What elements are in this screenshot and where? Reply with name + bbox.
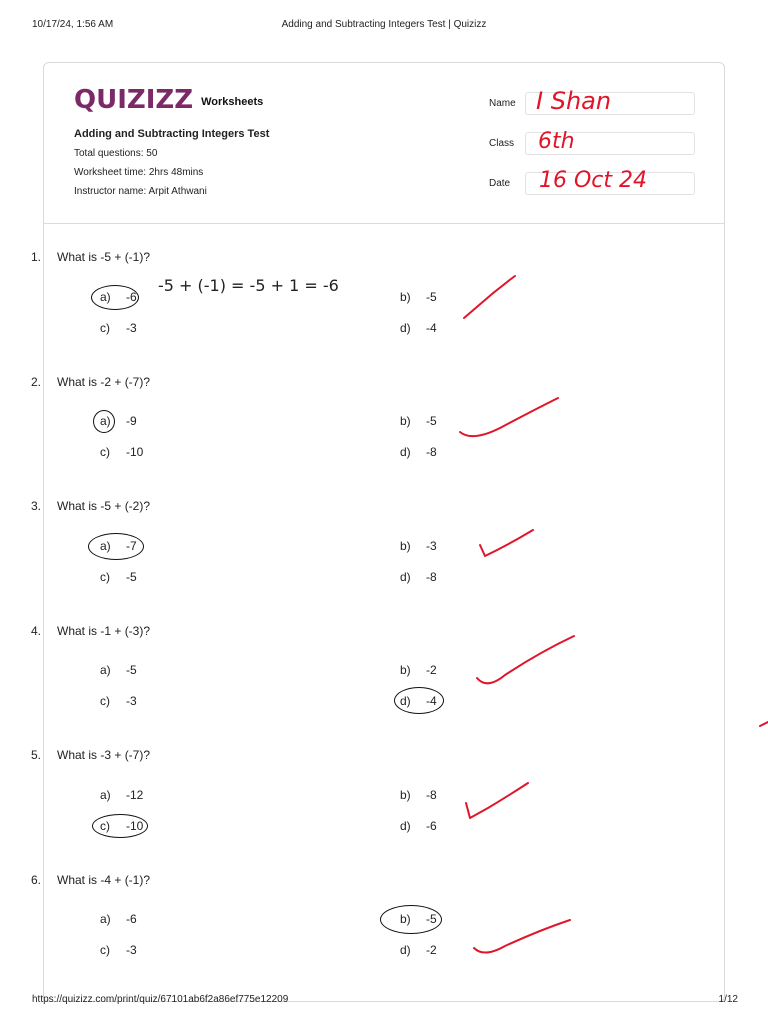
- total-questions: Total questions: 50: [74, 148, 158, 159]
- check-mark-icon: [464, 276, 515, 318]
- brand-tag: Worksheets: [201, 96, 264, 108]
- option-letter: b): [400, 290, 411, 304]
- option-letter: b): [400, 414, 411, 428]
- option-value: -8: [426, 570, 437, 584]
- check-mark-icon: [480, 530, 533, 556]
- question-text: What is -5 + (-1)?: [57, 250, 151, 264]
- option-value: -4: [426, 694, 437, 708]
- worksheet-time: Worksheet time: 2hrs 48mins: [74, 167, 204, 178]
- option-letter: b): [400, 788, 411, 802]
- date-handwriting: 16 Oct 24: [539, 168, 648, 193]
- option-letter: d): [400, 321, 411, 335]
- worksheet-title: Adding and Subtracting Integers Test: [74, 128, 270, 140]
- option-letter: b): [400, 912, 411, 926]
- option-value: -7: [126, 539, 137, 553]
- question-number: 2.: [31, 375, 42, 389]
- date-label: Date: [489, 178, 511, 189]
- option-value: -5: [126, 570, 137, 584]
- option-value: -8: [426, 445, 437, 459]
- handwritten-work: -5 + (-1) = -5 + 1 = -6: [158, 276, 339, 295]
- option-value: -5: [426, 290, 437, 304]
- option-value: -6: [126, 912, 137, 926]
- question-number: 3.: [31, 499, 42, 513]
- print-url: https://quizizz.com/print/quiz/67101ab6f2a86ef775e12209: [32, 994, 289, 1005]
- check-mark-icon: [466, 783, 528, 818]
- option-value: -3: [126, 943, 137, 957]
- question-number: 4.: [31, 624, 42, 638]
- option-value: -3: [126, 694, 137, 708]
- option-letter: c): [100, 570, 110, 584]
- option-value: -12: [126, 788, 144, 802]
- option-letter: a): [100, 788, 111, 802]
- option-letter: c): [100, 943, 110, 957]
- option-value: -6: [126, 290, 137, 304]
- question-number: 6.: [31, 873, 42, 887]
- brand-name: QUIZIZZ: [74, 85, 194, 115]
- name-label: Name: [489, 98, 516, 109]
- question-text: What is -5 + (-2)?: [57, 499, 151, 513]
- check-mark-icon: [477, 636, 574, 683]
- option-value: -4: [426, 321, 437, 335]
- question-text: What is -1 + (-3)?: [57, 624, 151, 638]
- page-number: 1/12: [718, 994, 738, 1005]
- option-letter: d): [400, 570, 411, 584]
- option-letter: a): [100, 290, 111, 304]
- option-letter: a): [100, 414, 111, 428]
- option-value: -5: [426, 912, 437, 926]
- option-value: -6: [426, 819, 437, 833]
- option-letter: b): [400, 663, 411, 677]
- print-title: Adding and Subtracting Integers Test | Quizizz: [281, 19, 487, 30]
- option-value: -10: [126, 819, 144, 833]
- option-letter: a): [100, 663, 111, 677]
- option-letter: d): [400, 694, 411, 708]
- question-number: 5.: [31, 748, 42, 762]
- question-text: What is -3 + (-7)?: [57, 748, 151, 762]
- option-letter: c): [100, 321, 110, 335]
- option-value: -5: [126, 663, 137, 677]
- stray-mark-icon: [760, 722, 768, 726]
- option-letter: c): [100, 694, 110, 708]
- class-handwriting: 6th: [538, 129, 575, 154]
- option-value: -3: [126, 321, 137, 335]
- question-text: What is -2 + (-7)?: [57, 375, 151, 389]
- print-timestamp: 10/17/24, 1:56 AM: [32, 19, 114, 30]
- option-letter: c): [100, 445, 110, 459]
- option-letter: a): [100, 912, 111, 926]
- option-value: -2: [426, 943, 437, 957]
- option-value: -8: [426, 788, 437, 802]
- option-value: -2: [426, 663, 437, 677]
- class-label: Class: [489, 138, 515, 149]
- option-value: -9: [126, 414, 137, 428]
- check-mark-icon: [474, 920, 570, 953]
- check-mark-icon: [460, 398, 558, 436]
- name-handwriting: I Shan: [536, 87, 612, 115]
- option-value: -10: [126, 445, 144, 459]
- option-value: -5: [426, 414, 437, 428]
- option-letter: b): [400, 539, 411, 553]
- question-text: What is -4 + (-1)?: [57, 873, 151, 887]
- instructor-name: Instructor name: Arpit Athwani: [74, 186, 207, 197]
- print-footer: [0, 994, 768, 1010]
- option-value: -3: [426, 539, 437, 553]
- option-letter: d): [400, 819, 411, 833]
- question-number: 1.: [31, 250, 42, 264]
- option-letter: c): [100, 819, 110, 833]
- option-letter: d): [400, 445, 411, 459]
- option-letter: a): [100, 539, 111, 553]
- option-letter: d): [400, 943, 411, 957]
